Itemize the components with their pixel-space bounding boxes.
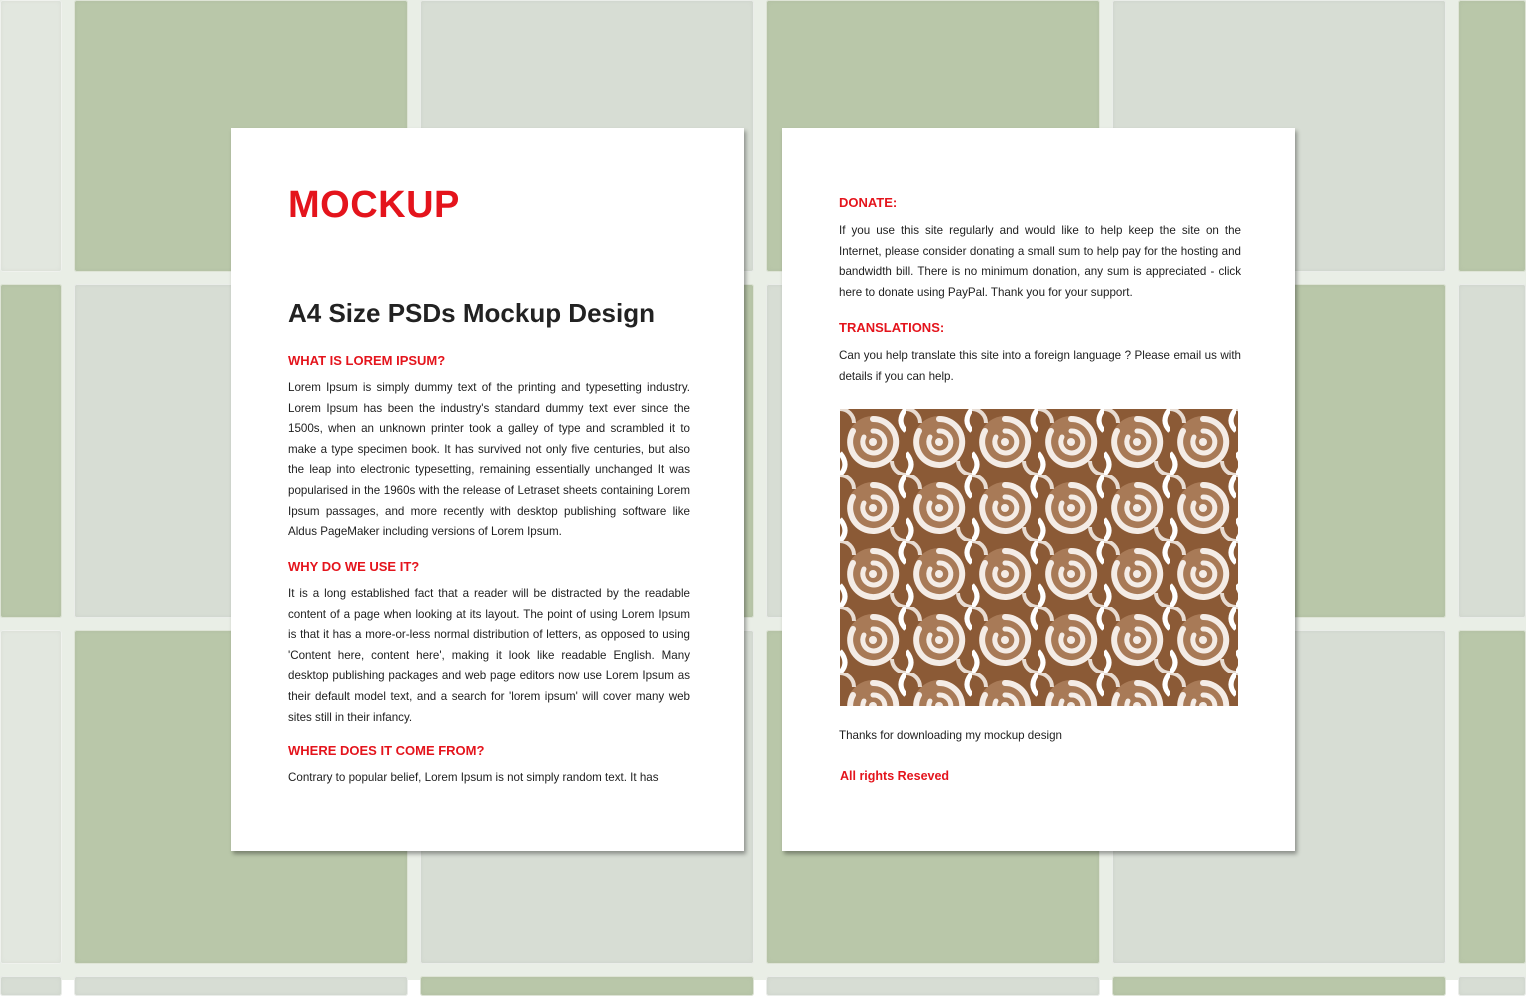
wall-tile — [0, 630, 62, 964]
wall-tile — [0, 976, 62, 996]
section-body-why: It is a long established fact that a reader will be distracted by the readable content of a page when looking at its layout. The point of using Lorem Ipsum is that it has a more-or-less normal distribution of letters, as opposed to using 'Content here, content here', making it look like readable English. Many desktop publishing packages and web page editors now use Lorem Ipsum as their default model text, and a search for 'lorem ipsum' will cover many web sites still in their infancy. — [288, 587, 690, 724]
section-heading-where: WHERE DOES IT COME FROM? — [288, 743, 485, 758]
wall-tile — [1458, 0, 1526, 272]
wall-tile — [1458, 976, 1526, 996]
wall-tile — [74, 976, 408, 996]
thanks-text: Thanks for downloading my mockup design — [839, 729, 1062, 742]
section-body-what: Lorem Ipsum is simply dummy text of the printing and typesetting industry. Lorem Ipsum has been the industry's standard dummy text ever since the 1500s, when an unknown printer took a galley of type and scrambled it to make a type specimen book. It has survived not only five centuries, but also the leap into electronic typesetting, remaining essentially unchanged It was popularised in the 1960s with the release of Letraset sheets containing Lorem Ipsum passages, and more recently with desktop publishing software like Aldus PageMaker including versions of Lorem Ipsum. — [288, 381, 690, 539]
section-body-where: Contrary to popular belief, Lorem Ipsum is not simply random text. It has — [288, 771, 659, 784]
left-page — [231, 128, 744, 851]
section-heading-donate: DONATE: — [839, 195, 898, 210]
wall-tile — [1112, 976, 1446, 996]
wall-tile — [766, 976, 1100, 996]
wall-tile — [420, 976, 754, 996]
section-heading-why: WHY DO WE USE IT? — [288, 559, 420, 574]
rights-text: All rights Reseved — [840, 769, 950, 783]
section-heading-what: WHAT IS LOREM IPSUM? — [288, 353, 446, 368]
section-body-translations: Can you help translate this site into a foreign language ? Please email us with details if you can help. — [839, 349, 1241, 383]
wall-tile — [1458, 284, 1526, 618]
document-title: A4 Size PSDs Mockup Design — [288, 298, 655, 328]
swirl-pattern-icon — [840, 409, 1238, 706]
wall-tile — [0, 284, 62, 618]
right-page — [782, 128, 1295, 851]
wall-tile — [1458, 630, 1526, 964]
wall-tile — [0, 0, 62, 272]
logo-title: MOCKUP — [288, 184, 460, 226]
section-heading-translations: TRANSLATIONS: — [839, 320, 945, 335]
section-body-donate: If you use this site regularly and would like to help keep the site on the Internet, please consider donating a small sum to help pay for the hosting and bandwidth bill. There is no minimum donation, any sum is appreciated - click here to donate using PayPal. Thank you for your support. — [839, 224, 1241, 299]
